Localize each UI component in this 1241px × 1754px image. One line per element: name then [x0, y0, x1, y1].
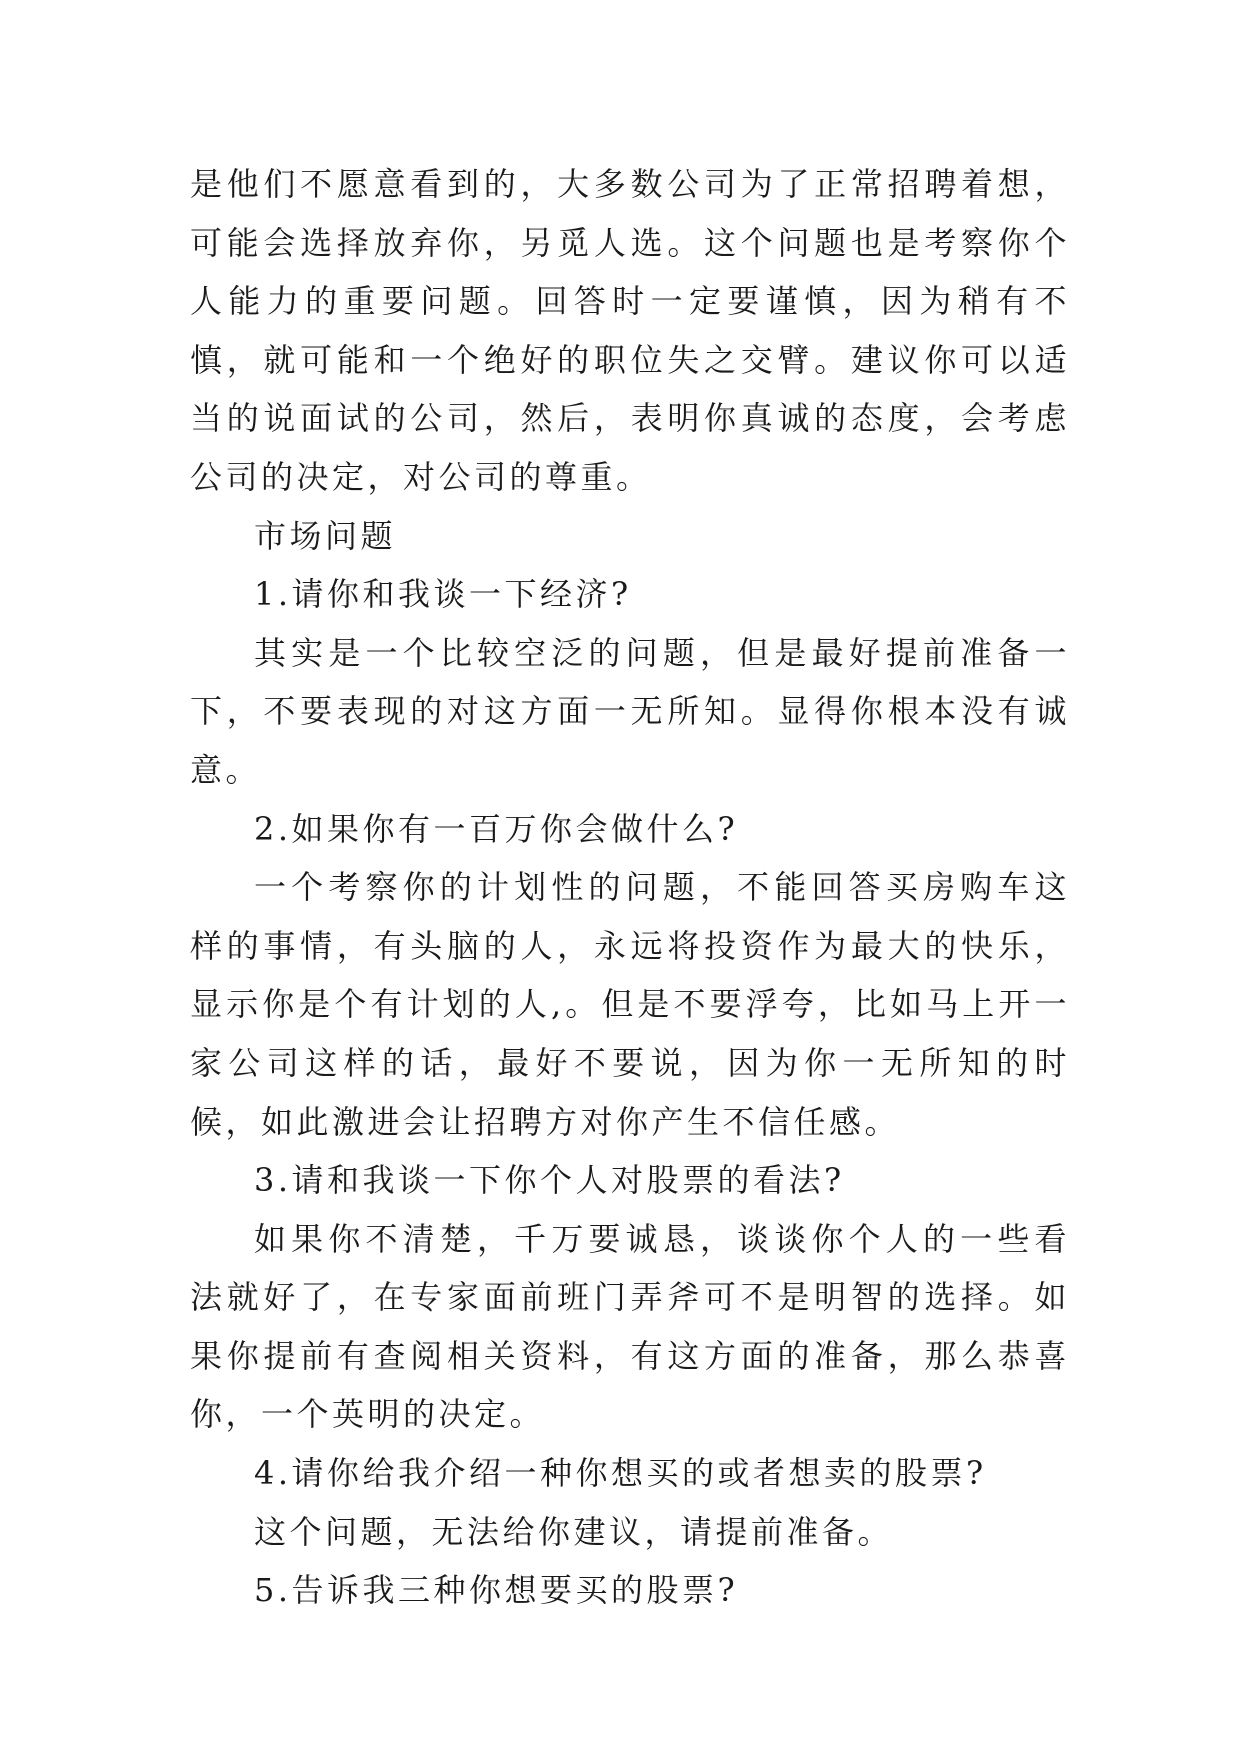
question-1: 1.请你和我谈一下经济? [254, 575, 632, 614]
answer-1: 其实是一个比较空泛的问题，但是最好提前准备一下，不要表现的对这方面一无所知。显得你根本没有诚意。 [190, 633, 1070, 789]
answer-2: 一个考察你的计划性的问题，不能回答买房购车这样的事情，有头脑的人，永远将投资作为最大的快乐，显示你是个有计划的人,。但是不要浮夸，比如马上开一家公司这样的话，最好不要说，因为你一无所知的时候，如此激进会让招聘方对你产生不信任感。 [190, 868, 1070, 1141]
section-heading-market: 市场问题 [254, 516, 397, 555]
paragraph-continuation: 是他们不愿意看到的，大多数公司为了正常招聘着想，可能会选择放弃你，另觅人选。这个问题也是考察你个人能力的重要问题。回答时一定要谨慎，因为稍有不慎，就可能和一个绝好的职位失之交臂。建议你可以适当的说面试的公司，然后，表明你真诚的态度，会考虑公司的决定，对公司的尊重。 [190, 165, 1070, 496]
question-3: 3.请和我谈一下你个人对股票的看法? [254, 1161, 845, 1200]
question-5: 5.告诉我三种你想要买的股票? [254, 1571, 739, 1610]
question-4: 4.请你给我介绍一种你想买的或者想卖的股票? [254, 1454, 987, 1493]
question-2: 2.如果你有一百万你会做什么? [254, 809, 739, 848]
document-body [190, 155, 1070, 1620]
answer-3: 如果你不清楚，千万要诚恳，谈谈你个人的一些看法就好了，在专家面前班门弄斧可不是明智的选择。如果你提前有查阅相关资料，有这方面的准备，那么恭喜你，一个英明的决定。 [190, 1219, 1070, 1434]
answer-4: 这个问题，无法给你建议，请提前准备。 [254, 1512, 894, 1551]
